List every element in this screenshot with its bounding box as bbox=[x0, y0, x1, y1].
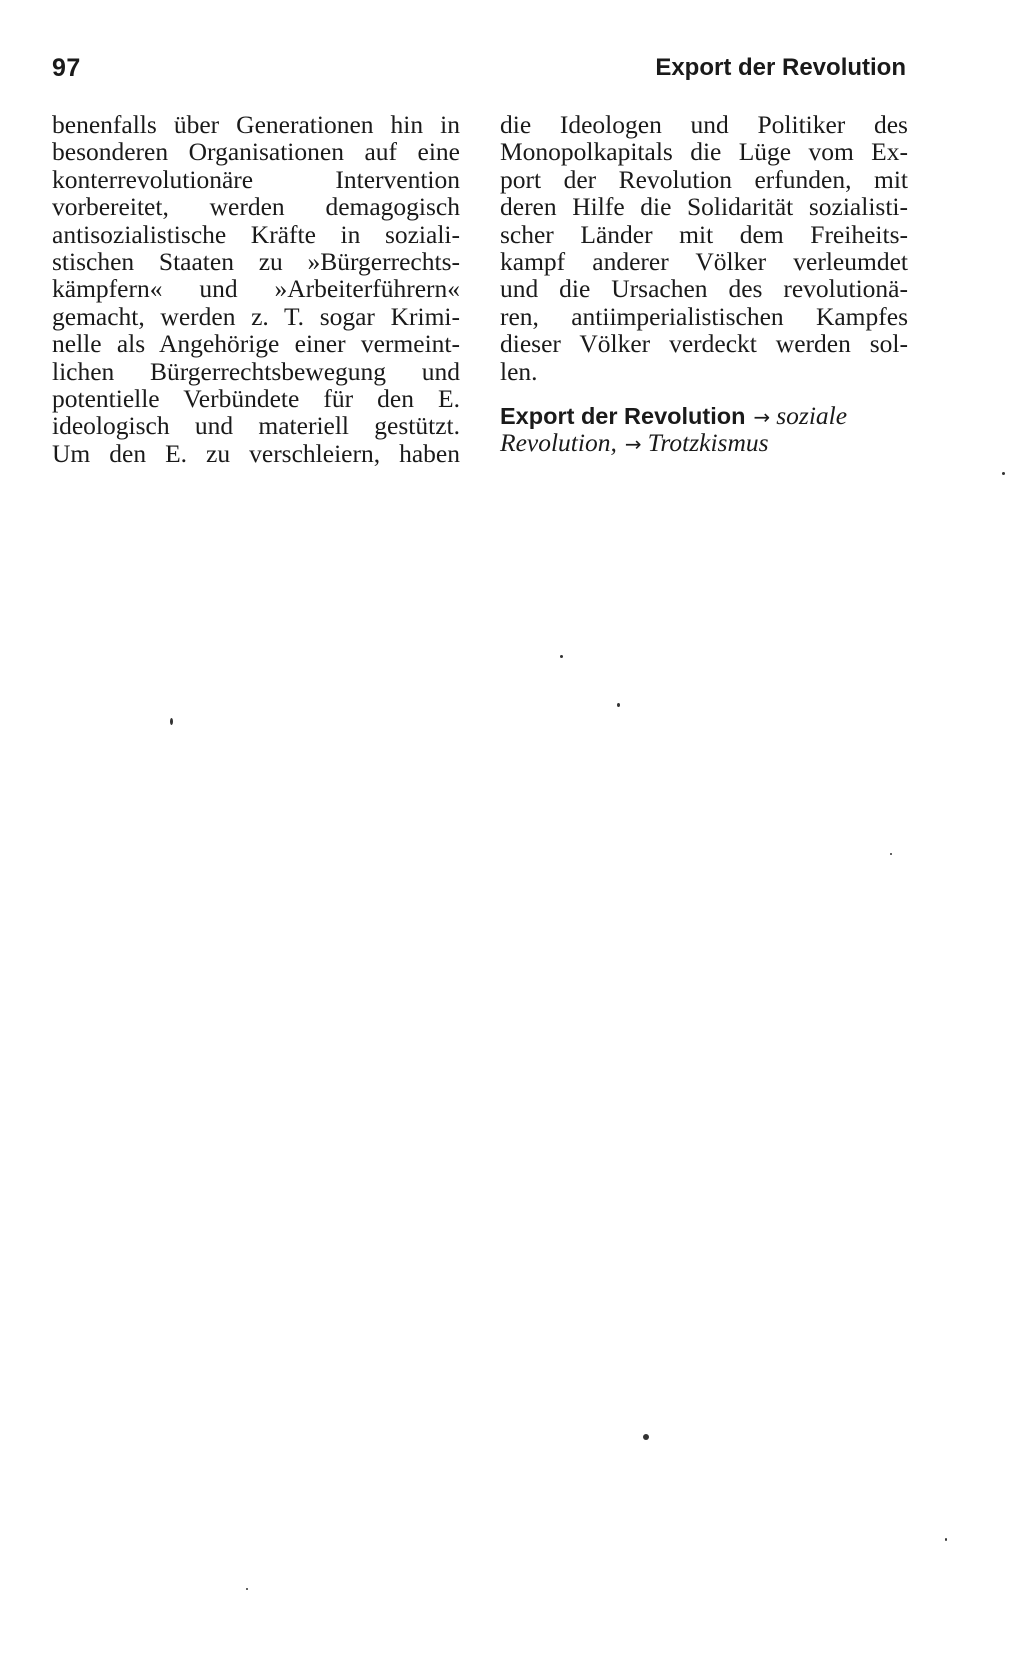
page-number: 97 bbox=[52, 54, 81, 82]
scan-speck bbox=[617, 703, 620, 707]
text-line: und die Ursachen des revolutionä- bbox=[500, 274, 908, 304]
text-line: gemacht, werden z. T. sogar Krimi- bbox=[52, 301, 460, 331]
text-line: vorbereitet, werden demagogisch bbox=[52, 192, 460, 222]
scan-speck bbox=[246, 1588, 248, 1590]
scan-speck bbox=[945, 1538, 947, 1541]
text-line: scher Länder mit dem Freiheits- bbox=[500, 219, 908, 249]
scan-speck bbox=[560, 655, 563, 658]
text-line: antisozialistische Kräfte in soziali- bbox=[52, 219, 460, 249]
text-line: benenfalls über Generationen hin in bbox=[52, 110, 460, 139]
scan-speck bbox=[1002, 472, 1005, 475]
scan-speck bbox=[643, 1434, 649, 1440]
text-line: besonderen Organisationen auf eine bbox=[52, 137, 460, 167]
text-line: stischen Staaten zu »Bürgerrechts- bbox=[52, 246, 460, 276]
text-line: kämpfern« und »Arbeiterführern« bbox=[52, 274, 460, 304]
text-line: len. bbox=[500, 356, 538, 386]
running-head: Export der Revolution bbox=[655, 54, 906, 81]
text-line: die Ideologen und Politiker des bbox=[500, 110, 908, 139]
text-line: konterrevolutionäre Intervention bbox=[52, 164, 460, 194]
arrow-icon: → bbox=[753, 404, 771, 429]
scan-speck bbox=[890, 853, 892, 855]
text-line: port der Revolution erfunden, mit bbox=[500, 164, 908, 194]
text-line: ideologisch und materiell gestützt. bbox=[52, 411, 460, 441]
cross-reference-link[interactable]: soziale bbox=[776, 400, 848, 430]
entry-headword: Export der Revolution bbox=[500, 402, 746, 429]
text-line: dieser Völker verdeckt werden sol- bbox=[500, 329, 908, 359]
text-line: deren Hilfe die Solidarität sozialisti- bbox=[500, 192, 908, 222]
cross-reference-link[interactable]: Trotzkismus bbox=[647, 428, 769, 458]
text-line: nelle als Angehörige einer vermeint- bbox=[52, 329, 460, 359]
left-column bbox=[52, 111, 460, 467]
right-column bbox=[500, 111, 908, 457]
text-line: potentielle Verbündete für den E. bbox=[52, 383, 460, 413]
text-line: kampf anderer Völker verleumdet bbox=[500, 246, 908, 276]
arrow-icon: → bbox=[624, 432, 642, 457]
scan-speck bbox=[170, 718, 173, 725]
text-line: Monopolkapitals die Lüge vom Ex- bbox=[500, 137, 908, 167]
cross-reference-entry-cont bbox=[500, 429, 908, 456]
text-line: ren, antiimperialistischen Kampfes bbox=[500, 301, 908, 331]
cross-reference-entry bbox=[500, 402, 908, 429]
text-line: Um den E. zu verschleiern, haben bbox=[52, 438, 460, 468]
cross-reference-link[interactable]: Revolution, bbox=[500, 428, 617, 458]
text-line: lichen Bürgerrechtsbewegung und bbox=[52, 356, 460, 386]
